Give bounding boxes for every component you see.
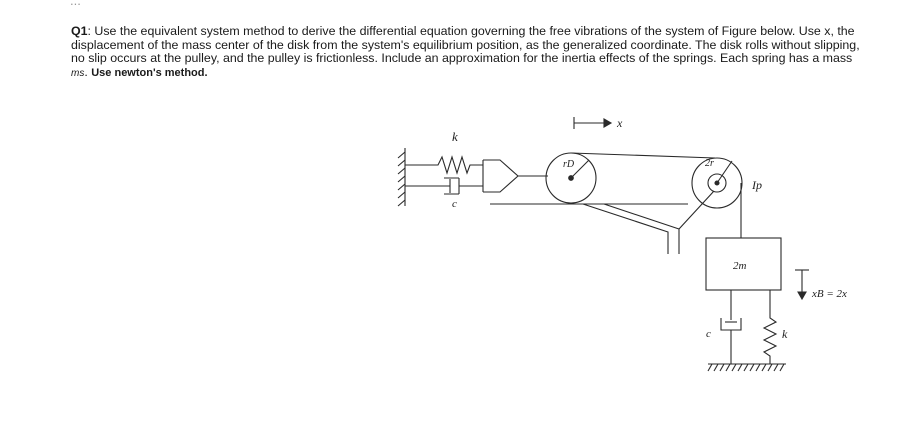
label-xB: xB = 2x [812, 288, 847, 300]
cable-disk-pulley [571, 153, 715, 158]
label-k-top: k [452, 129, 458, 144]
spring-mass-symbol: ms [71, 67, 85, 79]
ground [708, 364, 786, 371]
label-x: x [617, 116, 623, 130]
label-2r: 2r [705, 158, 714, 169]
spring-top [405, 157, 483, 173]
method-instruction: Use newton's method. [91, 66, 208, 79]
damper-bottom [721, 290, 741, 364]
label-k-bottom: k [782, 327, 788, 341]
pulley-radius-line [717, 161, 732, 183]
left-wall [398, 148, 405, 206]
question-body: : Use the equivalent system method to derive the differential equation governing the free vibrations of the system of Figure below. Use x, the displacement of the mass center of the disk from the system's equilibrium position, as the generalized coordinate. The disk rolls without slipping, no slip occurs at the pulley, and the pulley is frictionless. Include an approximation for the inertia effects of the springs. Each spring has a mass [71, 24, 860, 66]
question-number: Q1 [71, 24, 88, 38]
cropped-header-fragment: ... [70, 0, 81, 8]
xB-arrow [795, 270, 809, 299]
label-c-left: c [452, 198, 457, 210]
label-Ip: Ip [752, 178, 762, 192]
label-mass: 2m [733, 260, 747, 272]
question-separator: . [84, 64, 92, 79]
connector-rod [483, 160, 518, 192]
spring-bottom [764, 290, 776, 364]
x-arrow [574, 117, 611, 129]
damper-left [405, 178, 483, 194]
pulley-support [583, 191, 714, 254]
label-rD: rD [563, 159, 575, 170]
label-c-bottom: c [706, 328, 711, 340]
